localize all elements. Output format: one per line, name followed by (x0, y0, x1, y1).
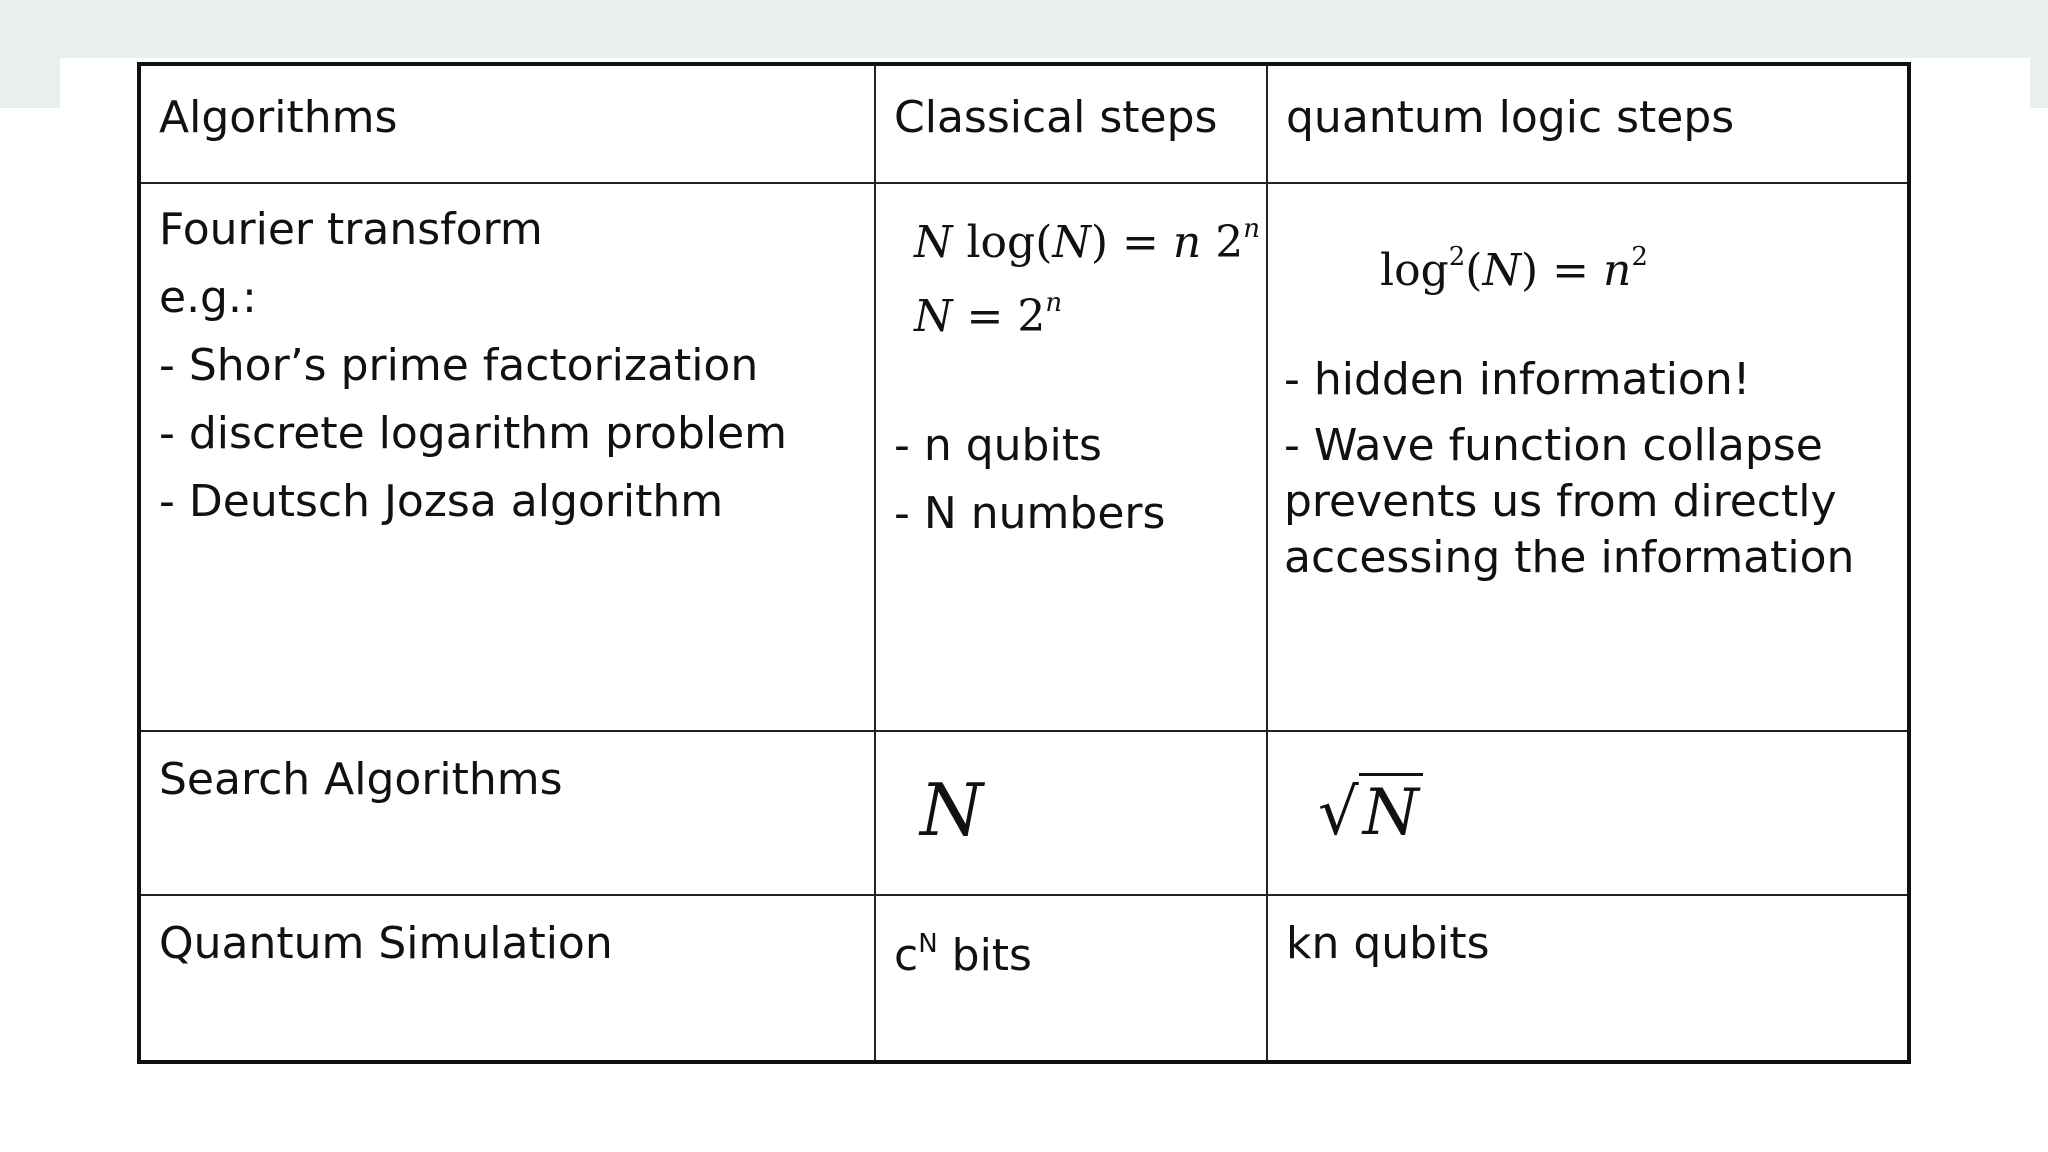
right-background-band (2030, 58, 2048, 108)
classical-note-n-numbers: - N numbers (894, 488, 1166, 539)
fourier-item-discrete-log: - discrete logarithm problem (159, 408, 788, 459)
classical-equation-n-equals: $N = 2^n$ (914, 288, 1063, 342)
search-quantum-cell (1267, 731, 1909, 895)
table-header-row (139, 64, 1909, 183)
table-row-fourier (139, 183, 1909, 731)
algorithm-comparison-table (137, 62, 1911, 1064)
header-cell-classical (875, 64, 1267, 183)
fourier-title: Fourier transform (159, 204, 543, 255)
left-background-band (0, 58, 60, 108)
quantum-note-prevents: prevents us from directly (1284, 476, 1837, 527)
fourier-eg: e.g.: (159, 272, 257, 323)
quantum-note-wave-collapse: - Wave function collapse (1284, 420, 1823, 471)
fourier-item-shor: - Shor’s prime factorization (159, 340, 759, 391)
table-row-simulation (139, 895, 1909, 1062)
classical-equation-nlogn: N log(N) = n 2$^n$ (914, 214, 1260, 268)
simulation-title: Quantum Simulation (159, 918, 613, 969)
search-quantum-sqrt-n: √N (1318, 776, 1423, 850)
fourier-description (159, 196, 787, 536)
header-cell-algorithms (139, 64, 875, 183)
simulation-quantum-cell (1267, 895, 1909, 1062)
top-background-band (0, 0, 2048, 58)
header-classical-steps: Classical steps (894, 92, 1218, 143)
fourier-quantum-cell (1267, 183, 1909, 731)
search-algorithm-cell (139, 731, 875, 895)
classical-note-n-qubits: - n qubits (894, 420, 1102, 471)
table-row-search (139, 731, 1909, 895)
search-title: Search Algorithms (159, 754, 563, 805)
header-algorithms: Algorithms (159, 92, 398, 143)
quantum-note-accessing: accessing the information (1284, 532, 1855, 583)
search-classical-n: N (920, 768, 983, 852)
quantum-equation-log-squared: $\log^2(N) = n^2$ (1380, 242, 1648, 296)
header-cell-quantum (1267, 64, 1909, 183)
fourier-classical-cell (875, 183, 1267, 731)
simulation-classical-cell (875, 895, 1267, 1062)
simulation-quantum-qubits: kn qubits (1286, 918, 1490, 969)
simulation-classical-bits: $c^N$ bits (894, 929, 1032, 981)
search-classical-cell (875, 731, 1267, 895)
fourier-item-deutsch-jozsa: - Deutsch Jozsa algorithm (159, 476, 724, 527)
header-quantum-logic-steps: quantum logic steps (1286, 92, 1735, 143)
fourier-algorithm-cell (139, 183, 875, 731)
quantum-note-hidden-information: - hidden information! (1284, 354, 1751, 405)
simulation-algorithm-cell (139, 895, 875, 1062)
